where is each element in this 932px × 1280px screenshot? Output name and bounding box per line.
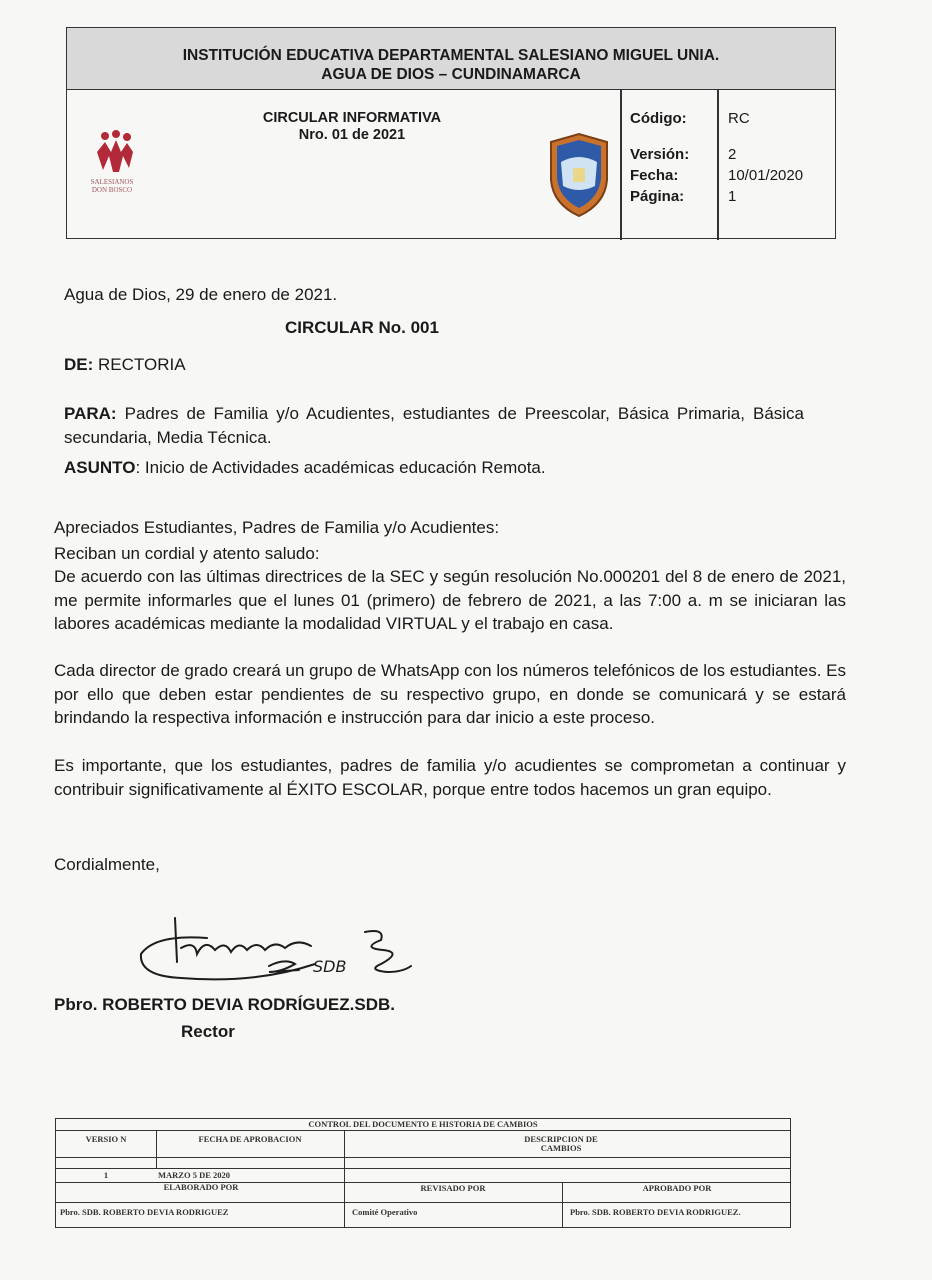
greeting: Apreciados Estudiantes, Padres de Familia y/o Acudientes: — [54, 518, 500, 537]
salesian-logo — [83, 128, 143, 218]
paragraph-1: De acuerdo con las últimas directrices de la SEC y según resolución No.000201 del 8 de enero de 2021, me permite informarles que el lunes 01 (primero) de febrero de 2021, a las 7:00 a. m se iniciaran las labores académicas mediante la modalidad VIRTUAL y el trabajo en casa. — [54, 567, 846, 633]
aprobado-label: APROBADO POR — [642, 1183, 712, 1193]
control-table-title: CONTROL DEL DOCUMENTO E HISTORIA DE CAMBIOS — [308, 1119, 538, 1129]
col-version-header: VERSIO N — [85, 1134, 127, 1144]
divider — [717, 90, 719, 240]
closing: Cordialmente, — [54, 855, 160, 874]
para-label: PARA: — [64, 404, 117, 423]
col-descripcion-header: DESCRIPCION DE CAMBIOS — [524, 1134, 598, 1153]
asunto-label: ASUNTO — [64, 458, 136, 477]
institution-name: INSTITUCIÓN EDUCATIVA DEPARTAMENTAL SALESIANO MIGUEL UNIA. — [182, 47, 720, 64]
asunto-value: : Inicio de Actividades académicas educación Remota. — [135, 458, 546, 477]
row-fecha: MARZO 5 DE 2020 — [158, 1170, 231, 1180]
institution-banner — [67, 28, 835, 90]
elaborado-label: ELABORADO POR — [163, 1182, 239, 1192]
salutation: Reciban un cordial y atento saludo: — [54, 544, 320, 563]
version-label: Versión: — [630, 146, 690, 163]
institution-location: AGUA DE DIOS – CUNDINAMARCA — [321, 66, 581, 83]
paragraph-2: Cada director de grado creará un grupo de WhatsApp con los números telefónicos de los estudiantes. Es por ello que deben estar pendientes de su respectivo grupo, en donde se comunicará y se estará brindando la respectiva información e instrucción para dar inicio a este proceso. — [54, 661, 846, 727]
doc-type-block — [187, 110, 517, 144]
shield-icon — [545, 132, 613, 218]
elaborado-value: Pbro. SDB. ROBERTO DEVIA RODRIGUEZ — [60, 1207, 229, 1217]
paragraph-3: Es importante, que los estudiantes, padres de familia y/o acudientes se comprometan a continuar y contribuir significativamente al ÉXITO ESCOLAR, porque entre todos hacemos un gran equipo. — [54, 756, 846, 799]
document-control-table — [55, 1118, 791, 1228]
meta-labels — [630, 108, 689, 207]
meta-values — [728, 108, 803, 207]
circular-title: CIRCULAR No. 001 — [285, 318, 439, 337]
de-value: RECTORIA — [93, 355, 186, 374]
de-label: DE: — [64, 355, 94, 374]
codigo-value: RC — [728, 110, 750, 127]
aprobado-value: Pbro. SDB. ROBERTO DEVIA RODRIGUEZ. — [570, 1207, 741, 1217]
document-header — [66, 27, 836, 239]
version-value: 2 — [728, 146, 737, 163]
para-line — [64, 402, 804, 449]
col-fecha-header: FECHA DE APROBACION — [198, 1134, 302, 1144]
signer-name: Pbro. ROBERTO DEVIA RODRÍGUEZ.SDB. — [54, 995, 395, 1014]
fecha-label: Fecha: — [630, 167, 679, 184]
doc-number: Nro. 01 de 2021 — [298, 127, 406, 143]
para-value: Padres de Familia y/o Acudientes, estudiantes de Preescolar, Básica Primaria, Básica secundaria, Media Técnica. — [64, 404, 804, 447]
fecha-value: 10/01/2020 — [728, 167, 804, 184]
codigo-label: Código: — [630, 110, 687, 127]
pagina-value: 1 — [728, 188, 737, 205]
pagina-label: Página: — [630, 188, 685, 205]
signature-text: SDB — [313, 957, 347, 976]
asunto-line — [64, 456, 804, 480]
revisado-label: REVISADO POR — [420, 1183, 486, 1193]
signer-role: Rector — [181, 1022, 235, 1041]
row-version: 1 — [103, 1170, 109, 1180]
revisado-value: Comité Operativo — [352, 1207, 418, 1217]
school-shield-logo — [545, 132, 613, 218]
doc-type: CIRCULAR INFORMATIVA — [262, 110, 442, 126]
place-date: Agua de Dios, 29 de enero de 2021. — [64, 285, 338, 304]
de-line — [64, 353, 186, 377]
salesian-logo-text: SALESIANOS DON BOSCO — [90, 178, 134, 194]
salesian-figures-icon — [83, 128, 143, 218]
signature — [135, 914, 425, 988]
handwritten-signature-icon — [135, 914, 425, 988]
divider — [620, 90, 622, 240]
